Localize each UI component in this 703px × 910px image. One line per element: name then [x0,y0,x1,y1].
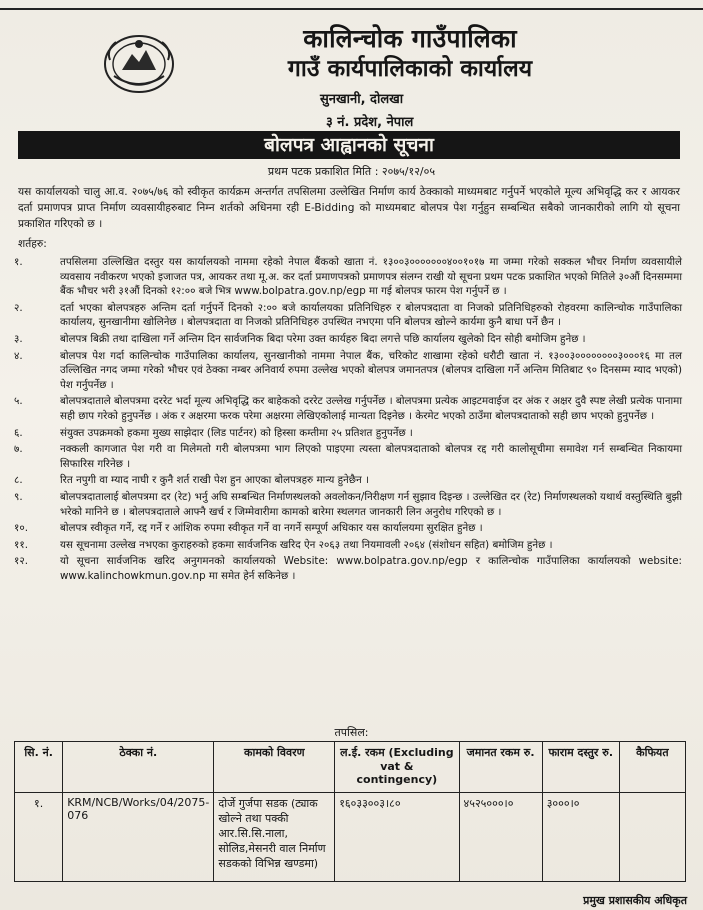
condition-number: ६. [14,426,23,439]
condition-number: ८. [14,474,23,487]
condition-text: बोलपत्र बिक्री तथा दाखिला गर्ने अन्तिम दिन सार्वजनिक बिदा परेमा उक्त कार्यहरु बिदा लगत्ते पछि कार्यालय खुलेको दिन सोही बमोजिम हुनेछ । [60,332,586,345]
condition-item [10,349,682,393]
column-header: सि. नं. [15,742,63,793]
table-cell: १६०३३००३।८० [335,793,459,882]
condition-text: बोलपत्र पेश गर्दा कालिन्चोक गाउँपालिका कार्यालय, सुनखानीको नाममा नेपाल बैंक, चरिकोट शाखामा रहेको धरौटी खाता नं. १३००३००००००००३०००१६ मा तल उल्लिखित नगद जम्मा गरेको भौचर एवं ठेक्का नम्बर अनिवार्य रुपमा उल्लेख भएको बोलपत्र जमानतपत्र (बोलपत्र दाखिला गर्ने अन्तिम मितिबाट ९० दिनसम्म म्याद भएको) पेश गर्नुपर्नेछ । [60,349,682,391]
condition-item [10,301,682,330]
schedule-label: तपसिल: [334,726,369,739]
notice-title: बोलपत्र आह्वानको सूचना [18,131,680,159]
condition-text: बोलपत्र स्वीकृत गर्ने, रद्द गर्ने र आंशिक रुपमा स्वीकृत गर्ने वा नगर्ने सम्पूर्ण अधिकार यस कार्यालयमा सुरक्षित हुनेछ । [60,522,483,535]
condition-text: रित नपुगी वा म्याद नाघी र कुनै शर्त राखी पेश हुन आएका बोलपत्रहरु मान्य हुनेछैन । [60,474,369,487]
intro-paragraph: यस कार्यालयको चालु आ.व. २०७५/७६ को स्वीकृत कार्यक्रम अन्तर्गत तपसिलमा उल्लेखित निर्माण कार्य ठेक्काको माध्यमबाट गर्नुपर्ने भएकोले मूल्य अभिवृद्धि कर र आयकर दर्ता प्रमाणपत्र प्राप्त निर्माण व्यवसायीहरुबाट निम्न शर्तको अधिनमा रही E-Bidding को माध्यमबाट बोलपत्र पेश गर्नुहुन सम्बन्धित सबैको जानकारीको लागि यो सूचना प्रकाशित गरिएको छ । [18,186,680,230]
column-header: ठेक्का नं. [63,742,214,793]
condition-item [10,473,682,488]
condition-item [10,538,682,553]
condition-number: ७. [14,443,23,456]
signatory: प्रमुख प्रशासकीय अधिकृत [583,894,687,907]
table-cell: KRM/NCB/Works/04/2075-076 [63,793,214,882]
header [190,24,630,84]
condition-text: बोलपत्रदातालाई बोलपत्रमा दर (रेट) भर्नु अघि सम्बन्धित निर्माणस्थलको अवलोकन/निरीक्षण गर्न सुझाव दिइन्छ । उल्लेखित दर (रेट) निर्माणस्थलको यथार्थ वस्तुस्थिति बुझी भरेको मानिने छ । बोलपत्रदाताले आफ्नै खर्च र जिम्मेवारीमा कामको बारेमा स्थलगत जानकारी लिन अनुरोध गरिएको छ । [60,490,682,518]
table-cell [619,793,685,882]
condition-number: १०. [14,522,28,535]
condition-item [10,332,682,347]
condition-text: तपसिलमा उल्लिखित दस्तुर यस कार्यालयको नाममा रहेको नेपाल बैंकको खाता नं. १३००३०००००००४००१०१७ मा जम्मा गरेको सक्कल भौचर निर्माण व्यवसायीले व्यवसाय नवीकरण भएको इजाजत पत्र, आयकर तथा मू.अ. कर दर्ता प्रमाणपत्रको प्रमाणपत्र संलग्न राखी यो सूचना प्रथम पटक प्रकाशित भएको मितिले ३०औं दिनसम्ममा बैंक भौचर भरी ३१औं दिनको १२:०० बजे भित्र www.bolpatra.gov.np/egp मा गई बोलपत्र फारम पेश गर्नुपर्ने छ । [60,256,682,298]
table-header-row [15,742,686,793]
table-cell: १. [15,793,63,882]
condition-item [10,521,682,536]
condition-text: बोलपत्रदाताले बोलपत्रमा दररेट भर्दा मूल्य अभिवृद्धि कर बाहेकको दररेट उल्लेख गर्नुपर्नेछ । बोलपत्रमा प्रत्येक आइटमवाईज दर अंक र अक्षर दुवै स्पष्ट लेखी प्रत्येक पानामा सही छाप गरेको हुनुपर्नेछ । अंक र अक्षरमा फरक परेमा अक्षरमा लेखिएकोलाई मान्यता दिइनेछ । केरमेट भएको ठाउँमा बोलपत्रदाताको सही छाप भएको हुनुपर्नेछ । [60,395,682,422]
condition-number: ११. [14,538,28,551]
condition-text: संयुक्त उपक्रमको हकमा मुख्य साझेदार (लिड पार्टनर) को हिस्सा कम्तीमा २५ प्रतिशत हुनुपर्नेछ । [60,426,413,439]
condition-number: ९. [14,490,23,503]
condition-number: २. [14,301,23,314]
condition-number: ५. [14,395,23,408]
condition-number: १२. [14,555,28,568]
condition-item [10,255,682,299]
condition-item [10,442,682,471]
office-name: गाउँ कार्यपालिकाको कार्यालय [287,56,533,82]
table-cell: दोर्जे गुर्जपा सडक (ट्याक खोल्ने तथा पक्की आर.सि.सि.नाला, सोलिड,मेसनरी वाल निर्माण सडकको विभिन्न खण्डमा) [214,793,335,882]
table-row [15,793,686,882]
column-header: कैफियत [619,742,685,793]
top-border [0,0,703,10]
schedule-table [14,741,686,882]
condition-text: यस सूचनामा उल्लेख नभएका कुराहरुको हकमा सार्वजनिक खरिद ऐन २०६३ तथा नियमावली २०६४ (संशोधन सहित) बमोजिम हुनेछ । [60,538,553,551]
column-header: फाराम दस्तुर रु. [542,742,619,793]
conditions-heading: शर्तहरु: [18,238,47,250]
condition-item [10,554,682,583]
condition-item [10,394,682,423]
address-line-2: ३ नं. प्रदेश, नेपाल [326,115,414,130]
org-name: कालिन्चोक गाउँपालिका [303,24,517,53]
condition-number: ३. [14,332,23,345]
condition-item [10,490,682,519]
publish-date: प्रथम पटक प्रकाशित मिति : २०७५/१२/०५ [267,165,436,178]
condition-item [10,426,682,441]
condition-text: यो सूचना सार्वजनिक खरिद अनुगमनको कार्यालयको Website: www.bolpatra.gov.np/egp र कालिन्चोक गाउँपालिका कार्यालयको website: www.kalinchowkmun.gov.np मा समेत हेर्न सकिनेछ । [60,555,682,582]
condition-text: दर्ता भएका बोलपत्रहरु अन्तिम दर्ता गर्नुपर्ने दिनको २:०० बजे कार्यालयका प्रतिनिधिहरु र बोलपत्रदाता वा निजको प्रतिनिधिहरुको रोहवरमा कालिन्चोक गाउँपालिका कार्यालय, सुनखानीमा खोलिनेछ । बोलपत्रदाता वा निजको प्रतिनिधिहरु उपस्थित नभएमा पनि बोलपत्र खोल्ने कार्यमा कुनै बाधा पर्ने छैन । [60,301,682,329]
government-emblem-icon [100,30,178,96]
condition-number: १. [14,256,23,268]
conditions-list [10,255,682,585]
table-cell: ४५२५०००।० [459,793,542,882]
condition-number: ४. [14,349,23,362]
condition-text: नक्कली कागजात पेश गरी वा मिलेमतो गरी बोलपत्रमा भाग लिएको पाइएमा त्यस्ता बोलपत्रदाताको बोलपत्र रद्द गरी कालोसूचीमा समावेश गर्न सम्बन्धित निकायमा सिफारिस गरिनेछ । [60,443,682,470]
column-header: कामको विवरण [214,742,335,793]
column-header: ल.ई. रकम (Excluding vat & contingency) [335,742,459,793]
address-line-1: सुनखानी, दोलखा [320,92,404,107]
table-cell: ३०००।० [542,793,619,882]
column-header: जमानत रकम रु. [459,742,542,793]
